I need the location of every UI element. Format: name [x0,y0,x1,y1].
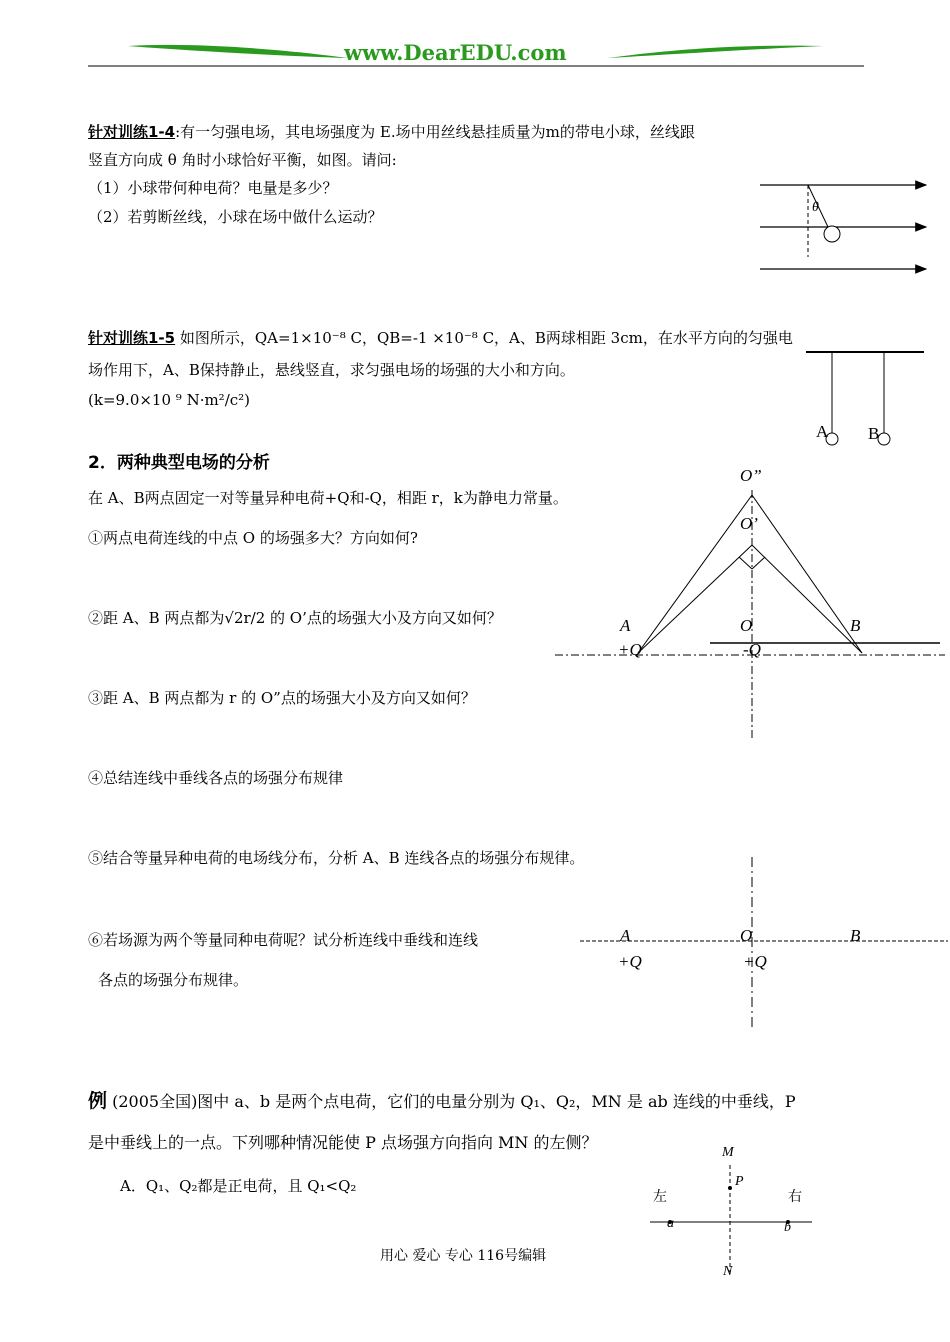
exercise-1-5-line2: 场作用下，A、B保持静止，悬线竖直，求匀强电场的场强的大小和方向。 [88,361,575,379]
example-line1 [88,1090,796,1113]
exercise-1-5-line3: (k=9.0×10 ⁹ N·m²/c²) [88,391,251,409]
fig1-label-o1: O’ [740,514,758,533]
exercise-1-4-q1: （1）小球带何种电荷？电量是多少？ [88,179,338,197]
charged-ball [824,226,840,242]
right-angle-mark-right [752,557,765,569]
exercise-1-4-text: :有一匀强电场，其电场强度为 E.场中用丝线悬挂质量为m的带电小球，丝线跟 [175,123,695,141]
line-o1-to-b [752,545,862,653]
exercise-1-4-q2: （2）若剪断丝线，小球在场中做什么运动？ [88,208,383,226]
fig2-label-a: A [620,926,631,945]
fig2-label-plus-q-mid: +Q [743,952,767,971]
line-a-to-o1 [638,545,752,653]
fig2-label-b: B [850,926,861,945]
left-swoosh [128,45,348,58]
opposite-charges-figure [550,465,950,745]
example-label-p: P [735,1174,744,1189]
exercise-1-5-text: 如图所示，QA=1×10⁻⁸ C，QB=-1 ×10⁻⁸ C，A、B两球相距 3cm，在水平方向的匀强电 [175,329,793,347]
fig1-label-o2: O” [740,466,762,485]
example-prefix: 例 [88,1090,108,1112]
exercise-1-5-line1 [88,328,793,348]
section-2-q5: ⑤结合等量异种电荷的电场线分布，分析 A、B 连线各点的场强分布规律。 [88,849,585,867]
example-line2: 是中垂线上的一点。下列哪种情况能使 P 点场强方向指向 MN 的左侧？ [88,1133,598,1152]
ball-b-label: B [868,424,880,443]
section-2-q3: ③距 A、B 两点都为 r 的 O”点的场强大小及方向又如何？ [88,689,476,707]
example-label-left: 左 [653,1189,667,1205]
exercise-1-5-label: 针对训练1-5 [88,329,176,347]
fig2-label-plus-q-left: +Q [618,952,642,971]
fig2-label-o: O [740,926,753,945]
uniform-field-figure [758,175,933,275]
header-logo-text: www.DearEDU.com [344,40,567,65]
example-label-right: 右 [788,1189,802,1205]
section-2-q6b: 各点的场强分布规律。 [98,971,249,989]
example-text: (2005全国)图中 a、b 是两个点电荷，它们的电量分别为 Q₁、Q₂，MN 是 ab 连线的中垂线，P [107,1092,796,1111]
section-2-intro: 在 A、B两点固定一对等量异种电荷+Q和-Q，相距 r，k为静电力常量。 [88,489,568,507]
exercise-1-4-line2: 竖直方向成 θ 角时小球恰好平衡，如图。请问: [88,151,397,169]
example-label-a: a [667,1216,674,1231]
fig1-label-o: O [740,616,753,635]
fig1-label-a: A [620,616,631,635]
exercise-1-4-label: 针对训练1-4 [88,123,176,141]
example-label-b: b [784,1220,791,1235]
section-2-q4: ④总结连线中垂线各点的场强分布规律 [88,769,344,787]
example-option-a: A．Q₁、Q₂都是正电荷，且 Q₁<Q₂ [120,1177,357,1195]
page-header [88,38,864,68]
fig1-label-b: B [850,616,861,635]
line-o2-to-b [752,495,862,653]
fig1-label-plus-q: +Q [618,640,642,659]
section-2-q1: ①两点电荷连线的中点 O 的场强多大？方向如何? [88,529,418,547]
theta-label: θ [812,200,819,215]
fig1-label-minus-q: -Q [743,640,761,659]
example-label-m: M [722,1145,734,1160]
section-2-q6a: ⑥若场源为两个等量同种电荷呢？试分析连线中垂线和连线 [88,931,479,949]
section-2-title: 2．两种典型电场的分析 [88,453,270,473]
ball-b [878,433,890,445]
point-p [728,1186,732,1190]
exercise-1-4-line1 [88,122,695,142]
ball-a-label: A [816,422,829,441]
example-label-n: N [723,1264,733,1279]
right-swoosh [608,46,823,58]
section-2-q2: ②距 A、B 两点都为√2r/2 的 O’点的场强大小及方向又如何？ [88,609,502,627]
line-a-to-o2 [638,495,752,653]
page-footer: 用心 爱心 专心 116号编辑 [380,1248,547,1264]
right-angle-mark-left [739,557,752,569]
